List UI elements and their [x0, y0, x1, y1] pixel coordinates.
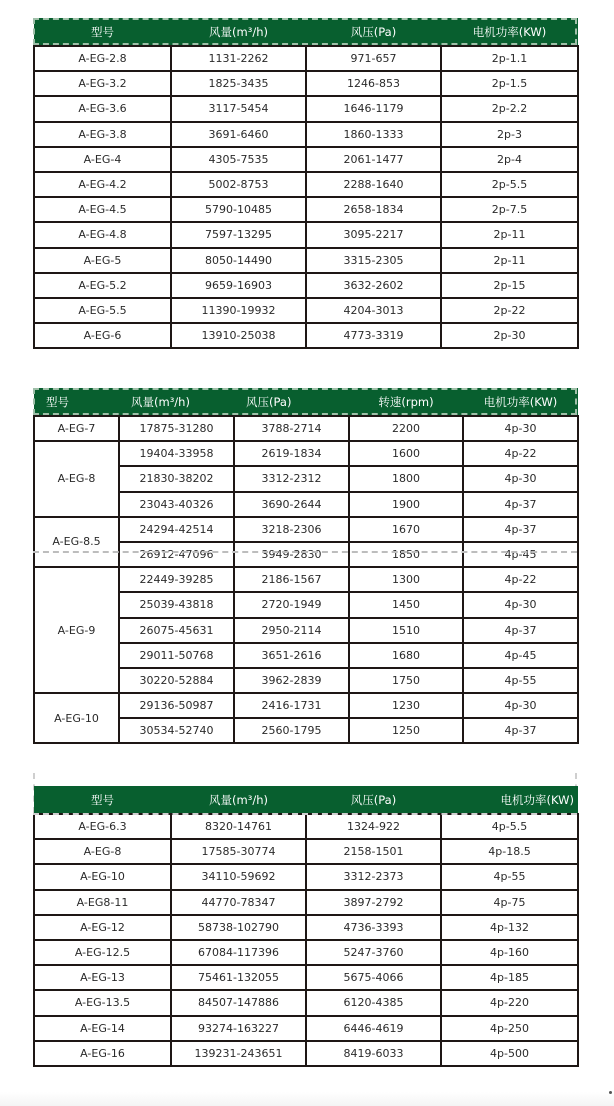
cell-airflow: 17585-30774	[171, 839, 306, 864]
cell-motor-power: 2p-5.5	[441, 172, 578, 197]
cell-motor-power: 4p-30	[463, 592, 578, 617]
header-pressure: 风压(Pa)	[306, 18, 441, 46]
cell-motor-power: 4p-37	[463, 718, 578, 743]
table-row	[34, 222, 578, 247]
table-body	[34, 814, 578, 1066]
cell-pressure: 2158-1501	[306, 839, 441, 864]
cell-motor-power: 2p-15	[441, 273, 578, 298]
page-bottom-shade	[0, 1092, 614, 1106]
cell-pressure: 3651-2616	[234, 643, 349, 668]
cell-pressure: 1246-853	[306, 71, 441, 96]
table-row	[34, 46, 578, 71]
cell-pressure: 2619-1834	[234, 441, 349, 466]
cell-speed: 1250	[349, 718, 463, 743]
cell-pressure: 2658-1834	[306, 197, 441, 222]
cell-airflow: 34110-59692	[171, 864, 306, 889]
cell-motor-power: 4p-30	[463, 416, 578, 441]
table-row	[34, 940, 578, 965]
cell-speed: 1510	[349, 618, 463, 643]
header-model: 型号	[34, 388, 119, 416]
dashed-separator	[33, 813, 577, 815]
table-row	[34, 441, 578, 466]
cell-pressure: 3095-2217	[306, 222, 441, 247]
cell-airflow: 19404-33958	[119, 441, 234, 466]
cell-motor-power: 4p-500	[441, 1041, 578, 1066]
cell-model: A-EG8-11	[34, 890, 171, 915]
cell-pressure: 1324-922	[306, 814, 441, 839]
cell-pressure: 4773-3319	[306, 323, 441, 348]
cell-airflow: 23043-40326	[119, 492, 234, 517]
table-row	[34, 122, 578, 147]
cell-motor-power: 4p-37	[463, 618, 578, 643]
cell-airflow: 24294-42514	[119, 517, 234, 542]
spec-table-2-pole	[33, 18, 579, 349]
cell-speed: 1600	[349, 441, 463, 466]
cell-airflow: 30534-52740	[119, 718, 234, 743]
cell-pressure: 3897-2792	[306, 890, 441, 915]
cell-pressure: 3788-2714	[234, 416, 349, 441]
cell-airflow: 5790-10485	[171, 197, 306, 222]
table-row	[34, 965, 578, 990]
cell-model: A-EG-8	[34, 839, 171, 864]
cell-motor-power: 2p-1.1	[441, 46, 578, 71]
cell-motor-power: 4p-45	[463, 643, 578, 668]
cell-pressure: 1646-1179	[306, 96, 441, 121]
cell-airflow: 9659-16903	[171, 273, 306, 298]
header-motor-power: 电机功率(KW)	[441, 18, 578, 46]
spec-table-4-pole	[33, 786, 579, 1067]
cell-pressure: 2061-1477	[306, 147, 441, 172]
cell-speed: 1670	[349, 517, 463, 542]
cell-airflow: 8050-14490	[171, 248, 306, 273]
cell-motor-power: 4p-55	[441, 864, 578, 889]
cell-motor-power: 4p-5.5	[441, 814, 578, 839]
cell-model: A-EG-13.5	[34, 990, 171, 1015]
table-header-row	[34, 18, 578, 46]
cell-model: A-EG-6.3	[34, 814, 171, 839]
cell-motor-power: 2p-7.5	[441, 197, 578, 222]
cell-airflow: 26912-47096	[119, 542, 234, 567]
cell-motor-power: 2p-2.2	[441, 96, 578, 121]
cell-motor-power: 4p-30	[463, 466, 578, 491]
cell-model: A-EG-12	[34, 915, 171, 940]
cell-model: A-EG-7	[34, 416, 119, 441]
cell-speed: 1850	[349, 542, 463, 567]
cell-motor-power: 4p-185	[441, 965, 578, 990]
cell-motor-power: 4p-37	[463, 517, 578, 542]
cell-airflow: 44770-78347	[171, 890, 306, 915]
cell-model: A-EG-3.2	[34, 71, 171, 96]
cell-pressure: 3218-2306	[234, 517, 349, 542]
cell-motor-power: 4p-250	[441, 1016, 578, 1041]
cell-motor-power: 2p-30	[441, 323, 578, 348]
cell-airflow: 17875-31280	[119, 416, 234, 441]
cell-model: A-EG-5.5	[34, 298, 171, 323]
cell-model: A-EG-4.2	[34, 172, 171, 197]
cell-airflow: 25039-43818	[119, 592, 234, 617]
cell-pressure: 2950-2114	[234, 618, 349, 643]
cell-model: A-EG-16	[34, 1041, 171, 1066]
table-row	[34, 814, 578, 839]
table-header-row	[34, 786, 578, 814]
cell-motor-power: 2p-4	[441, 147, 578, 172]
table-body	[34, 46, 578, 348]
cell-model: A-EG-4	[34, 147, 171, 172]
cell-airflow: 1131-2262	[171, 46, 306, 71]
cell-model: A-EG-2.8	[34, 46, 171, 71]
spec-table-4-pole-speed	[33, 388, 579, 744]
cell-motor-power: 4p-75	[441, 890, 578, 915]
cell-motor-power: 2p-22	[441, 298, 578, 323]
cell-airflow: 93274-163227	[171, 1016, 306, 1041]
table-row	[34, 323, 578, 348]
cell-pressure: 3312-2312	[234, 466, 349, 491]
cell-pressure: 4204-3013	[306, 298, 441, 323]
cell-model: A-EG-5	[34, 248, 171, 273]
cell-pressure: 971-657	[306, 46, 441, 71]
cell-airflow: 67084-117396	[171, 940, 306, 965]
table-row	[34, 864, 578, 889]
cell-model: A-EG-3.8	[34, 122, 171, 147]
cell-model: A-EG-8.5	[34, 517, 119, 567]
cell-speed: 1680	[349, 643, 463, 668]
cell-airflow: 29011-50768	[119, 643, 234, 668]
cell-airflow: 5002-8753	[171, 172, 306, 197]
table-row	[34, 1016, 578, 1041]
cell-motor-power: 4p-18.5	[441, 839, 578, 864]
table-row	[34, 96, 578, 121]
cell-motor-power: 4p-45	[463, 542, 578, 567]
table-row	[34, 839, 578, 864]
cell-pressure: 4736-3393	[306, 915, 441, 940]
cell-motor-power: 4p-160	[441, 940, 578, 965]
table-row	[34, 990, 578, 1015]
table-row	[34, 567, 578, 592]
cell-model: A-EG-9	[34, 567, 119, 693]
header-motor-power: 电机功率(KW)	[441, 786, 578, 814]
cell-airflow: 11390-19932	[171, 298, 306, 323]
table-header-row	[34, 388, 578, 416]
cell-model: A-EG-12.5	[34, 940, 171, 965]
cell-airflow: 30220-52884	[119, 668, 234, 693]
cell-model: A-EG-5.2	[34, 273, 171, 298]
cell-motor-power: 4p-55	[463, 668, 578, 693]
cell-airflow: 4305-7535	[171, 147, 306, 172]
cell-airflow: 26075-45631	[119, 618, 234, 643]
table-row	[34, 273, 578, 298]
cell-model: A-EG-14	[34, 1016, 171, 1041]
cell-speed: 1450	[349, 592, 463, 617]
cell-airflow: 75461-132055	[171, 965, 306, 990]
cell-pressure: 3315-2305	[306, 248, 441, 273]
cell-speed: 1900	[349, 492, 463, 517]
table-row	[34, 1041, 578, 1066]
cell-airflow: 22449-39285	[119, 567, 234, 592]
table-body	[34, 416, 578, 743]
header-model: 型号	[34, 18, 171, 46]
cell-pressure: 6446-4619	[306, 1016, 441, 1041]
cell-airflow: 139231-243651	[171, 1041, 306, 1066]
cell-airflow: 1825-3435	[171, 71, 306, 96]
table-row	[34, 890, 578, 915]
cell-motor-power: 2p-1.5	[441, 71, 578, 96]
cell-model: A-EG-3.6	[34, 96, 171, 121]
header-motor-power: 电机功率(KW)	[463, 388, 578, 416]
cell-motor-power: 2p-3	[441, 122, 578, 147]
stray-mark	[609, 1091, 612, 1094]
cell-airflow: 84507-147886	[171, 990, 306, 1015]
table-row	[34, 197, 578, 222]
table-row	[34, 172, 578, 197]
cell-motor-power: 4p-220	[441, 990, 578, 1015]
header-pressure: 风压(Pa)	[234, 388, 349, 416]
header-airflow: 风量(m³/h)	[171, 786, 306, 814]
header-speed: 转速(rpm)	[349, 388, 463, 416]
cell-speed: 1300	[349, 567, 463, 592]
cell-pressure: 5247-3760	[306, 940, 441, 965]
cell-airflow: 21830-38202	[119, 466, 234, 491]
cell-airflow: 13910-25038	[171, 323, 306, 348]
cell-motor-power: 4p-30	[463, 693, 578, 718]
cell-model: A-EG-4.8	[34, 222, 171, 247]
cell-model: A-EG-10	[34, 864, 171, 889]
cell-airflow: 29136-50987	[119, 693, 234, 718]
table-row	[34, 915, 578, 940]
cell-speed: 1750	[349, 668, 463, 693]
cell-pressure: 6120-4385	[306, 990, 441, 1015]
cell-pressure: 2288-1640	[306, 172, 441, 197]
cell-model: A-EG-6	[34, 323, 171, 348]
table-row	[34, 693, 578, 718]
cell-speed: 1230	[349, 693, 463, 718]
cell-motor-power: 4p-22	[463, 567, 578, 592]
cell-speed: 1800	[349, 466, 463, 491]
cell-pressure: 3962-2839	[234, 668, 349, 693]
cell-motor-power: 2p-11	[441, 248, 578, 273]
table-row	[34, 416, 578, 441]
cell-pressure: 3949-2830	[234, 542, 349, 567]
cell-airflow: 8320-14761	[171, 814, 306, 839]
cell-pressure: 3690-2644	[234, 492, 349, 517]
cell-motor-power: 4p-37	[463, 492, 578, 517]
cell-model: A-EG-13	[34, 965, 171, 990]
cell-pressure: 1860-1333	[306, 122, 441, 147]
table-row	[34, 248, 578, 273]
cell-model: A-EG-8	[34, 441, 119, 517]
cell-airflow: 58738-102790	[171, 915, 306, 940]
table-row	[34, 147, 578, 172]
cell-motor-power: 4p-132	[441, 915, 578, 940]
cell-pressure: 8419-6033	[306, 1041, 441, 1066]
cell-pressure: 2560-1795	[234, 718, 349, 743]
cell-airflow: 7597-13295	[171, 222, 306, 247]
cell-pressure: 3312-2373	[306, 864, 441, 889]
header-airflow: 风量(m³/h)	[171, 18, 306, 46]
table-row	[34, 517, 578, 542]
cell-pressure: 2416-1731	[234, 693, 349, 718]
header-pressure: 风压(Pa)	[306, 786, 441, 814]
cell-model: A-EG-10	[34, 693, 119, 743]
cell-speed: 2200	[349, 416, 463, 441]
cell-pressure: 5675-4066	[306, 965, 441, 990]
table-row	[34, 71, 578, 96]
cell-pressure: 2186-1567	[234, 567, 349, 592]
cell-pressure: 2720-1949	[234, 592, 349, 617]
header-model: 型号	[34, 786, 171, 814]
cell-pressure: 3632-2602	[306, 273, 441, 298]
table-row	[34, 298, 578, 323]
cell-motor-power: 2p-11	[441, 222, 578, 247]
cell-airflow: 3117-5454	[171, 96, 306, 121]
cell-model: A-EG-4.5	[34, 197, 171, 222]
cell-airflow: 3691-6460	[171, 122, 306, 147]
header-airflow: 风量(m³/h)	[119, 388, 234, 416]
cell-motor-power: 4p-22	[463, 441, 578, 466]
